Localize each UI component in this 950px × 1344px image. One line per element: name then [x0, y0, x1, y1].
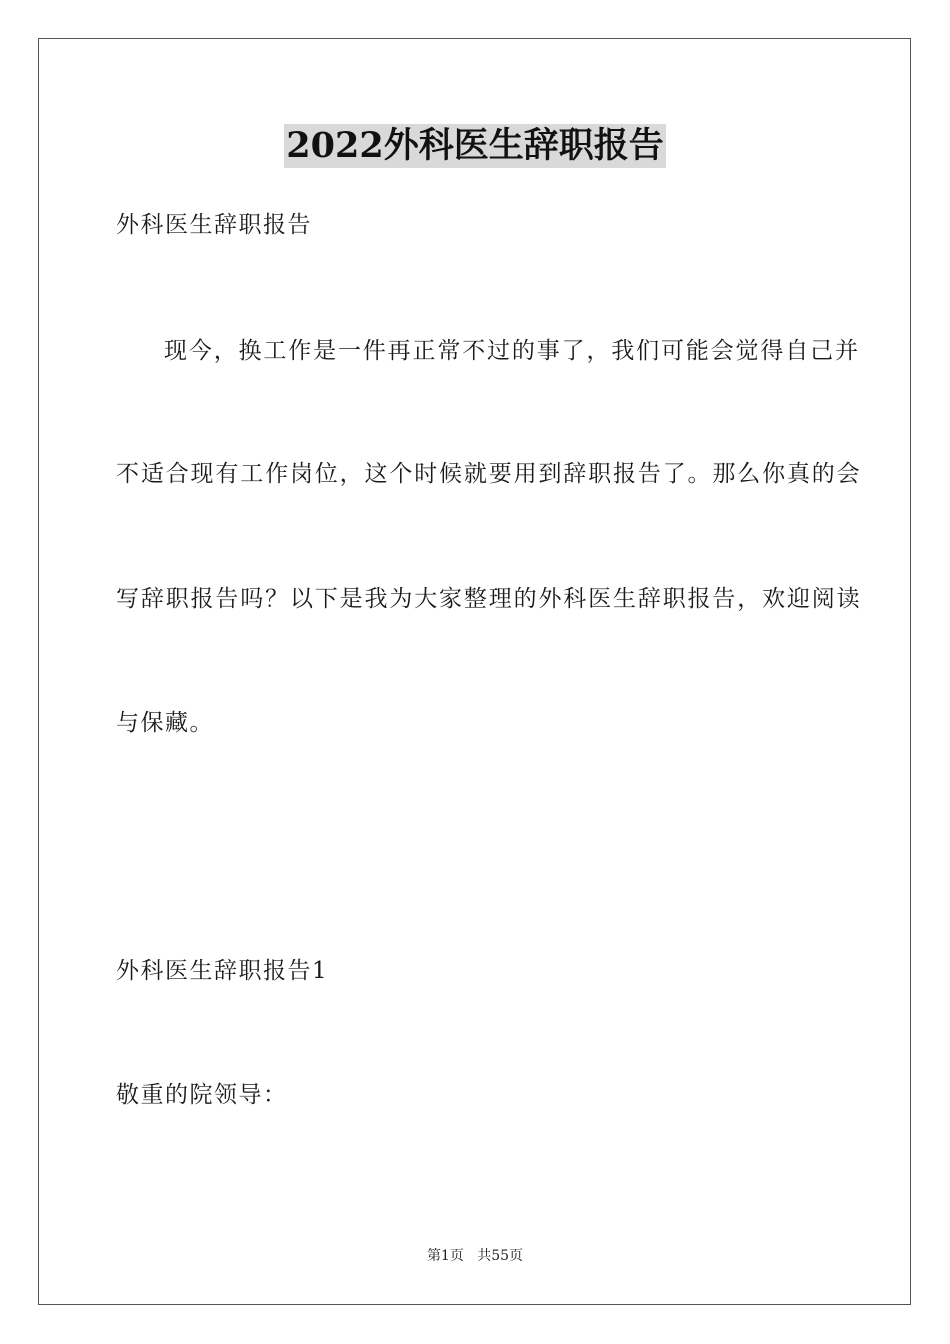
intro-paragraph-line-1: 现今，换工作是一件再正常不过的事了，我们可能会觉得自己并	[164, 338, 860, 364]
page-footer	[0, 1247, 950, 1265]
intro-paragraph-line-3: 写辞职报告吗？以下是我为大家整理的外科医生辞职报告，欢迎阅读	[116, 586, 862, 612]
document-subtitle: 外科医生辞职报告	[116, 212, 312, 238]
intro-paragraph-line-2: 不适合现有工作岗位，这个时候就要用到辞职报告了。那么你真的会	[116, 461, 862, 487]
page-total: 共55页	[477, 1248, 524, 1264]
intro-paragraph-line-4: 与保藏。	[116, 710, 214, 736]
letter-greeting: 敬重的院领导：	[116, 1082, 288, 1108]
section-heading: 外科医生辞职报告1	[116, 958, 329, 984]
document-title: 2022外科医生辞职报告	[286, 125, 664, 166]
title-container	[0, 124, 950, 168]
page-number: 第1页	[426, 1248, 464, 1264]
